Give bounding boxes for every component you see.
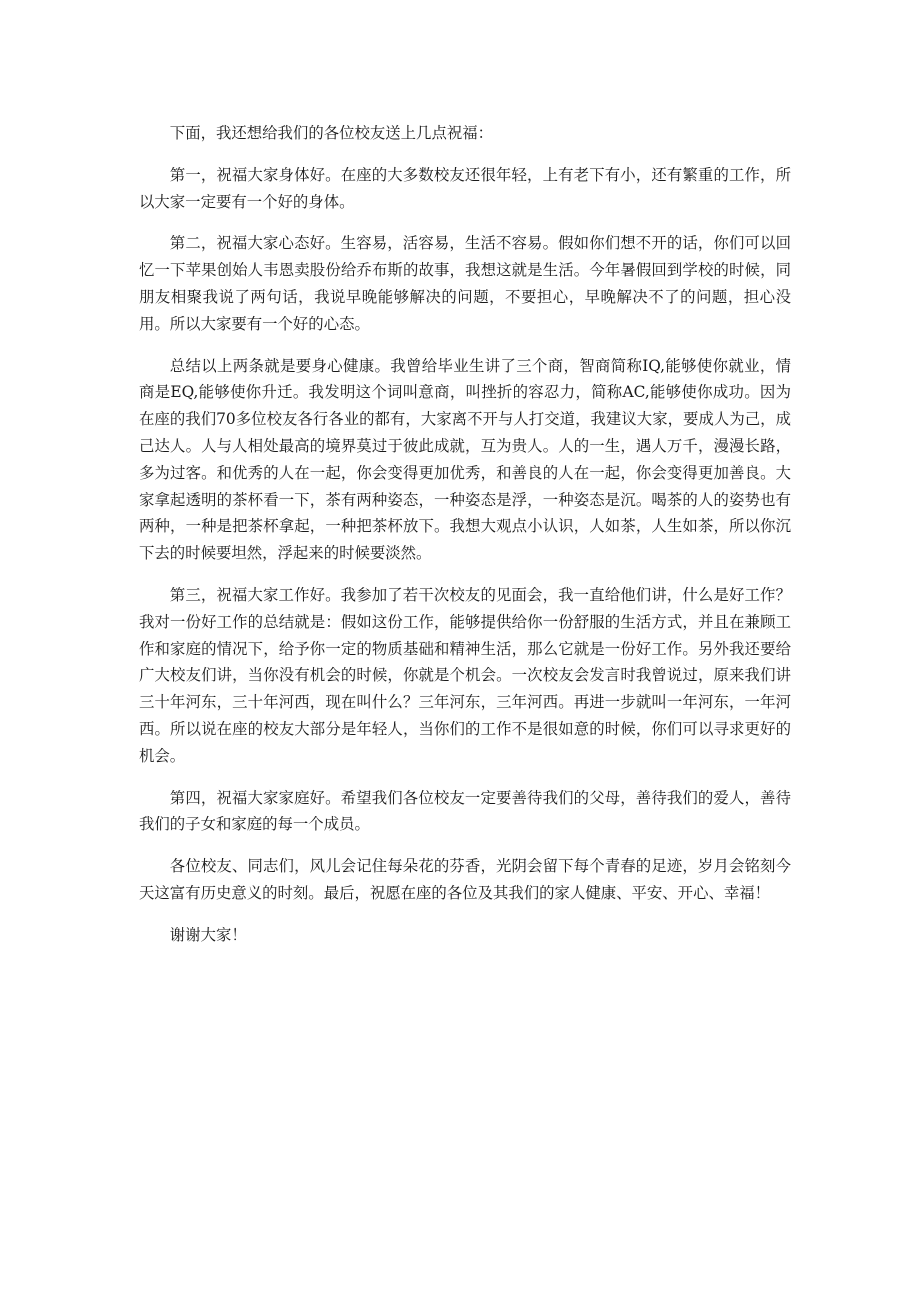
paragraph-intro: 下面，我还想给我们的各位校友送上几点祝福：: [169, 124, 494, 142]
paragraph-blessing-family: 第四，祝福大家家庭好。希望我们各位校友一定要善待我们的父母，善待我们的爱人，善待我们的子女和家庭的每一个成员。: [139, 788, 791, 834]
paragraph-blessing-mindset: 第二，祝福大家心态好。生容易，活容易，生活不容易。假如你们想不开的话，你们可以回忆一下苹果创始人韦恩卖股份给乔布斯的故事，我想这就是生活。今年暑假回到学校的时候，同朋友相聚我说了两句话，我说早晚能够解决的问题，不要担心，早晚解决不了的问题，担心没用。所以大家要有一个好的心态。: [139, 234, 791, 333]
paragraph-thanks: 谢谢大家！: [169, 925, 247, 944]
paragraph-blessing-health: 第一，祝福大家身体好。在座的大多数校友还很年轻，上有老下有小，还有繁重的工作，所以大家一定要有一个好的身体。: [139, 165, 791, 211]
paragraph-blessing-work: 第三，祝福大家工作好。我参加了若干次校友的见面会，我一直给他们讲，什么是好工作？我对一份好工作的总结就是：假如这份工作，能够提供给你一份舒服的生活方式，并且在兼顾工作和家庭的情况下，给予你一定的物质基础和精神生活，那么它就是一份好工作。另外我还要给广大校友们讲，当你没有机会的时候，你就是个机会。一次校友会发言时我曾说过，原来我们讲三十年河东，三十年河西，现在叫什么？三年河东，三年河西。再进一步就叫一年河东，一年河西。所以说在座的校友大部分是年轻人，当你们的工作不是很如意的时候，你们可以寻求更好的机会。: [139, 585, 791, 765]
paragraph-summary: 总结以上两条就是要身心健康。我曾给毕业生讲了三个商，智商简称IQ,能够使你就业，情商是EQ,能够使你升迁。我发明这个词叫意商，叫挫折的容忍力，简称AC,能够使你成功。因为在座的我们70多位校友各行各业的都有，大家离不开与人打交道，我建议大家，要成人为己，成己达人。人与人相处最高的境界莫过于彼此成就，互为贵人。人的一生，遇人万千，漫漫长路，多为过客。和优秀的人在一起，你会变得更加优秀，和善良的人在一起，你会变得更加善良。大家拿起透明的茶杯看一下，茶有两种姿态，一种姿态是浮，一种姿态是沉。喝茶的人的姿势也有两种，一种是把茶杯拿起，一种把茶杯放下。我想大观点小认识，人如茶，人生如茶，所以你沉下去的时候要坦然，浮起来的时候要淡然。: [139, 356, 791, 563]
paragraph-closing: 各位校友、同志们，风儿会记住每朵花的芬香，光阴会留下每个青春的足迹，岁月会铭刻今天这富有历史意义的时刻。最后，祝愿在座的各位及其我们的家人健康、平安、开心、幸福！: [139, 857, 791, 902]
document-body: [139, 120, 791, 964]
